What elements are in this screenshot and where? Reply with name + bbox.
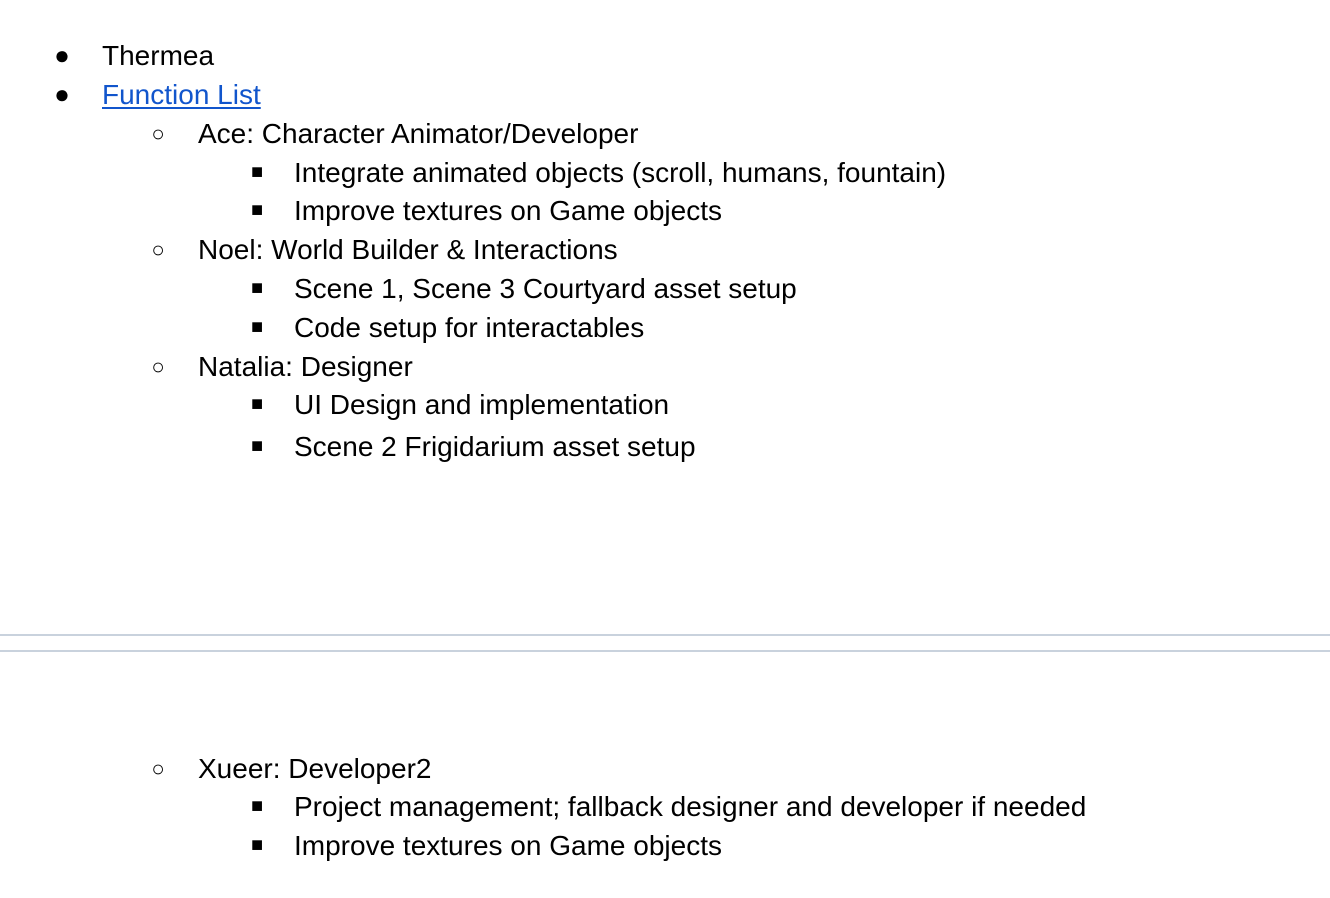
list-item-text: UI Design and implementation: [294, 389, 670, 420]
list-item-text: Ace: Character Animator/Developer: [198, 118, 639, 149]
list-item-text: Improve textures on Game objects: [294, 830, 722, 861]
list-item-text: Scene 2 Frigidarium asset setup: [294, 431, 696, 462]
bullet-circle: ○: [151, 237, 165, 262]
bullet-square: ■: [250, 316, 264, 338]
list-item-text: Improve textures on Game objects: [294, 195, 722, 226]
bullet-circle: ○: [151, 756, 165, 781]
bullet-square: ■: [250, 161, 264, 183]
list-item-text: Integrate animated objects (scroll, humans, fountain): [294, 157, 947, 188]
list-item-text: Noel: World Builder & Interactions: [198, 234, 618, 265]
list-item-text: Xueer: Developer2: [198, 753, 432, 784]
list-item-text: Scene 1, Scene 3 Courtyard asset setup: [294, 273, 797, 304]
list-item-text: Project management; fallback designer and developer if needed: [294, 791, 1087, 822]
list-item-text: Code setup for interactables: [294, 312, 645, 343]
function-list-link[interactable]: Function List: [102, 79, 261, 110]
bullet-disc: ●: [54, 40, 70, 70]
list-item-text: Natalia: Designer: [198, 351, 413, 382]
page-break-divider: [0, 634, 1330, 652]
bullet-square: ■: [250, 277, 264, 299]
bullet-circle: ○: [151, 354, 165, 379]
list-item-text: Thermea: [102, 40, 215, 71]
bullet-square: ■: [250, 435, 264, 457]
bullet-square: ■: [250, 393, 264, 415]
bullet-square: ■: [250, 795, 264, 817]
bullet-square: ■: [250, 834, 264, 856]
bullet-square: ■: [250, 199, 264, 221]
bullet-circle: ○: [151, 121, 165, 146]
bullet-disc: ●: [54, 79, 70, 109]
